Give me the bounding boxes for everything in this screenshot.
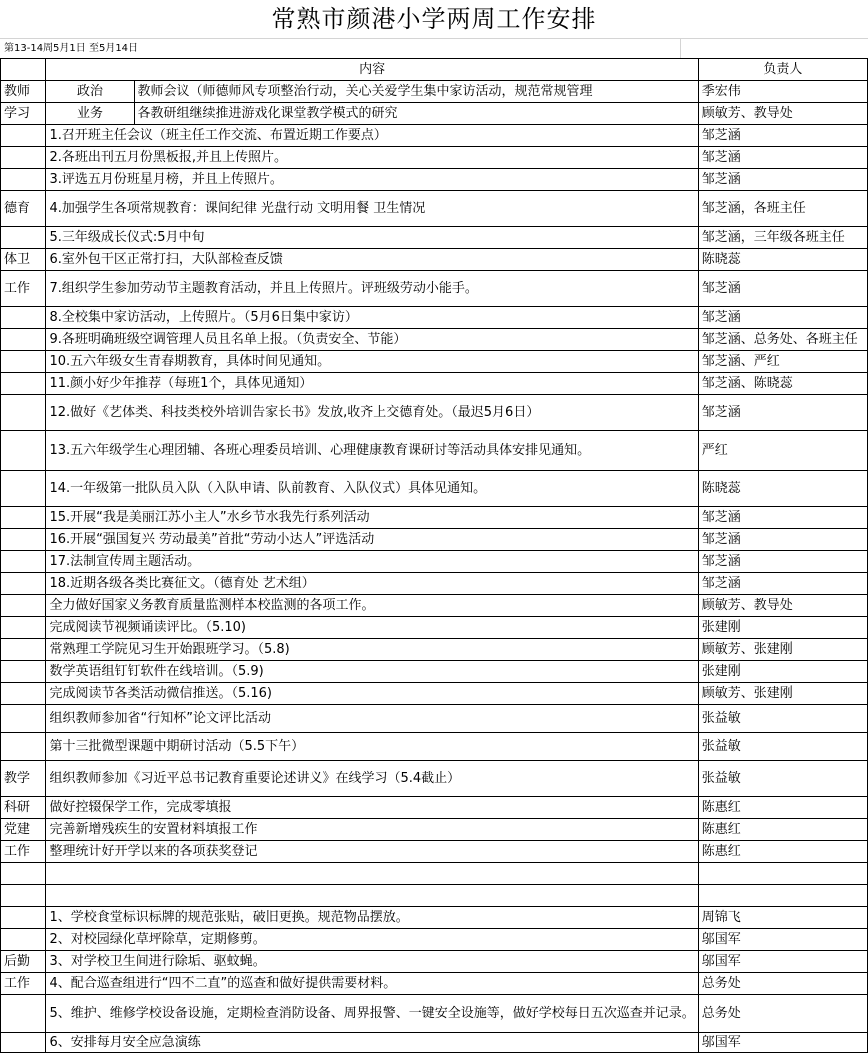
row-content: 1.召开班主任会议（班主任工作交流、布置近期工作要点） [46, 125, 698, 147]
row-content: 完善新增残疾生的安置材料填报工作 [46, 819, 698, 841]
subcategory: 业务 [46, 103, 134, 125]
table-row [1, 761, 868, 797]
table-row [1, 271, 868, 307]
table-row [1, 733, 868, 761]
row-owner: 邹芝涵 [698, 573, 867, 595]
table-row [1, 395, 868, 431]
table-row [1, 973, 868, 995]
table-row [1, 573, 868, 595]
category-research-3: 党建 [1, 819, 46, 841]
table-row [1, 307, 868, 329]
table-row [1, 471, 868, 507]
row-content: 2、对校园绿化草坪除草，定期修剪。 [46, 929, 698, 951]
subcategory: 政治 [46, 81, 134, 103]
header-content: 内容 [46, 59, 698, 81]
category-cell [1, 863, 46, 885]
row-owner: 邬国军 [698, 1033, 867, 1053]
row-content: 组织教师参加《习近平总书记教育重要论述讲义》在线学习（5.4截止） [46, 761, 698, 797]
category-cell [1, 995, 46, 1033]
table-row [1, 191, 868, 227]
category-cell [1, 227, 46, 249]
row-content: 第十三批微型课题中期研讨活动（5.5下午） [46, 733, 698, 761]
row-content: 教师会议（师德师风专项整治行动，关心关爱学生集中家访活动，规范常规管理 [134, 81, 698, 103]
row-owner-empty [698, 863, 867, 885]
row-owner: 顾敏芳、张建刚 [698, 683, 867, 705]
row-content: 8.全校集中家访活动，上传照片。（5月6日集中家访） [46, 307, 698, 329]
row-owner: 顾敏芳、张建刚 [698, 639, 867, 661]
table-row [1, 841, 868, 863]
category-moral-3: 工作 [1, 271, 46, 307]
row-owner: 陈晓蕊 [698, 471, 867, 507]
category-cell [1, 733, 46, 761]
row-owner: 邹芝涵，各班主任 [698, 191, 867, 227]
category-cell [1, 307, 46, 329]
category-cell [1, 507, 46, 529]
row-owner: 陈惠红 [698, 841, 867, 863]
category-cell [1, 125, 46, 147]
category-teacher-1: 教师 [1, 81, 46, 103]
row-owner: 邹芝涵 [698, 551, 867, 573]
category-cell [1, 329, 46, 351]
category-cell [1, 1033, 46, 1053]
row-content: 3、对学校卫生间进行除垢、驱蚊蝇。 [46, 951, 698, 973]
category-cell [1, 351, 46, 373]
schedule-table [0, 58, 868, 1053]
row-content: 1、学校食堂标识标牌的规范张贴，破旧更换。规范物品摆放。 [46, 907, 698, 929]
category-cell [1, 661, 46, 683]
period-bar [0, 38, 868, 59]
category-teacher-2: 学习 [1, 103, 46, 125]
category-cell [1, 617, 46, 639]
row-owner: 邬国军 [698, 951, 867, 973]
row-owner: 张建刚 [698, 617, 867, 639]
row-content: 常熟理工学院见习生开始跟班学习。（5.8) [46, 639, 698, 661]
category-cell [1, 573, 46, 595]
row-owner: 邹芝涵 [698, 307, 867, 329]
table-row [1, 125, 868, 147]
category-research-4: 工作 [1, 841, 46, 863]
row-content-empty [46, 885, 698, 907]
table-row [1, 169, 868, 191]
table-row [1, 351, 868, 373]
row-content: 14.一年级第一批队员入队（入队申请、队前教育、入队仪式）具体见通知。 [46, 471, 698, 507]
category-cell [1, 395, 46, 431]
category-cell [1, 169, 46, 191]
table-row [1, 683, 868, 705]
table-row [1, 705, 868, 733]
table-row [1, 529, 868, 551]
row-content: 整理统计好开学以来的各项获奖登记 [46, 841, 698, 863]
row-owner: 顾敏芳、教导处 [698, 103, 867, 125]
row-owner: 邹芝涵、陈晓蕊 [698, 373, 867, 395]
row-content: 2.各班出刊五月份黑板报,并且上传照片。 [46, 147, 698, 169]
category-cell [1, 373, 46, 395]
row-content: 13.五六年级学生心理团辅、各班心理委员培训、心理健康教育课研讨等活动具体安排见通知。 [46, 431, 698, 471]
category-cell [1, 907, 46, 929]
table-row [1, 507, 868, 529]
row-content: 10.五六年级女生青春期教育，具体时间见通知。 [46, 351, 698, 373]
row-owner: 邹芝涵、严红 [698, 351, 867, 373]
header-owner: 负责人 [698, 59, 867, 81]
page-title: 常熟市颜港小学两周工作安排 [271, 5, 597, 33]
row-owner: 邬国军 [698, 929, 867, 951]
category-cell [1, 147, 46, 169]
table-row [1, 551, 868, 573]
table-row [1, 661, 868, 683]
category-cell [1, 705, 46, 733]
row-content: 3.评选五月份班星月榜，并且上传照片。 [46, 169, 698, 191]
row-content: 9.各班明确班级空调管理人员且名单上报。（负责安全、节能） [46, 329, 698, 351]
row-content: 16.开展“强国复兴 劳动最美”首批“劳动小达人”评选活动 [46, 529, 698, 551]
category-cell [1, 929, 46, 951]
row-content: 做好控辍保学工作，完成零填报 [46, 797, 698, 819]
category-logistics-1: 后勤 [1, 951, 46, 973]
row-owner: 总务处 [698, 973, 867, 995]
row-content: 17.法制宣传周主题活动。 [46, 551, 698, 573]
row-owner: 张益敏 [698, 705, 867, 733]
table-row [1, 249, 868, 271]
row-content-empty [46, 863, 698, 885]
table-row [1, 797, 868, 819]
row-content: 各教研组继续推进游戏化课堂教学模式的研究 [134, 103, 698, 125]
table-row [1, 329, 868, 351]
category-cell [1, 551, 46, 573]
table-row [1, 995, 868, 1033]
table-row [1, 595, 868, 617]
row-owner: 邹芝涵 [698, 169, 867, 191]
table-row [1, 819, 868, 841]
row-owner: 顾敏芳、教导处 [698, 595, 867, 617]
row-content: 组织教师参加省“行知杯”论文评比活动 [46, 705, 698, 733]
row-content: 6、安排每月安全应急演练 [46, 1033, 698, 1053]
category-research-1: 教学 [1, 761, 46, 797]
row-owner: 邹芝涵 [698, 507, 867, 529]
row-content: 7.组织学生参加劳动节主题教育活动，并且上传照片。评班级劳动小能手。 [46, 271, 698, 307]
row-owner: 严红 [698, 431, 867, 471]
row-content: 6.室外包干区正常打扫，大队部检查反馈 [46, 249, 698, 271]
row-owner: 邹芝涵 [698, 271, 867, 307]
empty-row [1, 885, 868, 907]
row-content: 4、配合巡查组进行“四不二直”的巡查和做好提供需要材料。 [46, 973, 698, 995]
row-content: 5、维护、维修学校设备设施，定期检查消防设备、周界报警、一键安全设施等，做好学校每日五次巡查并记录。 [46, 995, 698, 1033]
table-row [1, 907, 868, 929]
row-owner: 总务处 [698, 995, 867, 1033]
row-owner: 陈惠红 [698, 797, 867, 819]
table-header [1, 59, 868, 81]
table-row [1, 431, 868, 471]
table-row [1, 373, 868, 395]
category-cell [1, 595, 46, 617]
category-moral-2: 体卫 [1, 249, 46, 271]
table-row [1, 103, 868, 125]
row-content: 数学英语组钉钉软件在线培训。（5.9) [46, 661, 698, 683]
row-owner: 张建刚 [698, 661, 867, 683]
category-logistics-2: 工作 [1, 973, 46, 995]
row-content: 11.颜小好少年推荐（每班1个，具体见通知） [46, 373, 698, 395]
row-content: 5.三年级成长仪式:5月中旬 [46, 227, 698, 249]
row-owner: 季宏伟 [698, 81, 867, 103]
row-owner: 邹芝涵 [698, 147, 867, 169]
row-content: 18.近期各级各类比赛征文。（德育处 艺术组） [46, 573, 698, 595]
row-owner: 张益敏 [698, 761, 867, 797]
row-owner: 邹芝涵 [698, 529, 867, 551]
row-owner: 周锦飞 [698, 907, 867, 929]
row-content: 4.加强学生各项常规教育：课间纪律 光盘行动 文明用餐 卫生情况 [46, 191, 698, 227]
row-content: 全力做好国家义务教育质量监测样本校监测的各项工作。 [46, 595, 698, 617]
row-content: 完成阅读节各类活动微信推送。（5.16) [46, 683, 698, 705]
category-cell [1, 431, 46, 471]
category-research-2: 科研 [1, 797, 46, 819]
row-owner-empty [698, 885, 867, 907]
category-cell [1, 885, 46, 907]
table-row [1, 639, 868, 661]
row-content: 15.开展“我是美丽江苏小主人”水乡节水我先行系列活动 [46, 507, 698, 529]
period-text: 第13-14周5月1日 至5月14日 [4, 43, 139, 54]
table-row [1, 81, 868, 103]
table-row [1, 227, 868, 249]
row-owner: 邹芝涵，三年级各班主任 [698, 227, 867, 249]
table-row [1, 1033, 868, 1053]
table-row [1, 147, 868, 169]
category-moral-1: 德育 [1, 191, 46, 227]
category-cell [1, 683, 46, 705]
period-divider [680, 39, 681, 58]
row-owner: 邹芝涵 [698, 125, 867, 147]
empty-row [1, 863, 868, 885]
table-row [1, 951, 868, 973]
row-owner: 陈惠红 [698, 819, 867, 841]
row-owner: 邹芝涵 [698, 395, 867, 431]
row-owner: 邹芝涵、总务处、各班主任 [698, 329, 867, 351]
category-cell [1, 471, 46, 507]
table-row [1, 929, 868, 951]
category-cell [1, 529, 46, 551]
category-cell [1, 639, 46, 661]
table-row [1, 617, 868, 639]
row-owner: 陈晓蕊 [698, 249, 867, 271]
row-owner: 张益敏 [698, 733, 867, 761]
row-content: 12.做好《艺体类、科技类校外培训告家长书》发放,收齐上交德育处。（最迟5月6日） [46, 395, 698, 431]
row-content: 完成阅读节视频诵读评比。（5.10) [46, 617, 698, 639]
header-blank [1, 59, 46, 81]
